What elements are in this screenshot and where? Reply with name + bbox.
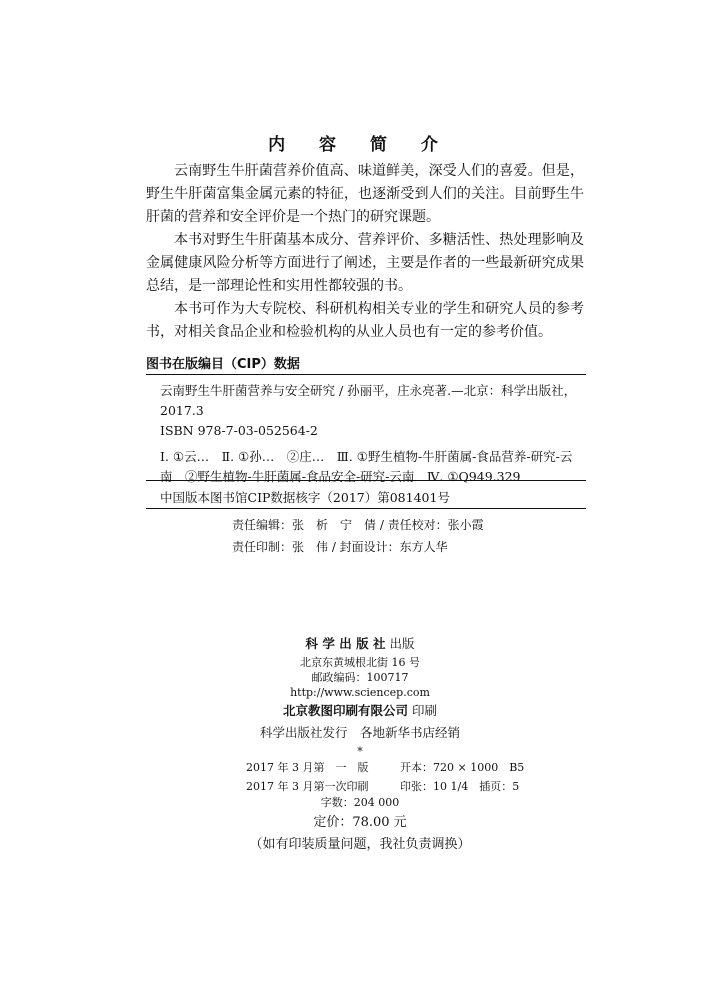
spec-words: 字数：204 000	[320, 796, 400, 809]
cip-bottom-rule	[146, 508, 586, 509]
cip-isbn: ISBN 978-7-03-052564-2	[160, 423, 318, 438]
intro-paragraph: 云南野生牛肝菌营养价值高、味道鲜美，深受人们的喜爱。但是，野生牛肝菌富集金属元素的特征，也逐渐受到人们的关注。目前野生牛肝菌的营养和安全评价是一个热门的研究课题。	[146, 163, 584, 225]
publisher-block	[0, 633, 720, 759]
credits-block	[0, 514, 720, 558]
printer-line	[0, 700, 720, 722]
cip-core-number: 中国版本图书馆CIP数据核字（2017）第081401号	[160, 490, 450, 505]
price-note: （如有印装质量问题，我社负责调换）	[249, 837, 471, 852]
printer-suffix: 印刷	[411, 703, 437, 718]
distribution-line: 科学出版社发行 各地新华书店经销	[259, 725, 460, 740]
intro-paragraph: 本书对野生牛肝菌基本成分、营养评价、多糖活性、热处理影响及金属健康风险分析等方面进行了阐述，主要是作者的一些最新研究成果总结，是一部理论性和实用性都较强的书。	[146, 232, 584, 294]
spec-words-row	[0, 796, 720, 810]
intro-title: 内 容 简 介	[268, 135, 452, 155]
cip-record-block	[160, 381, 584, 487]
publisher-name: 科 学 出 版 社	[305, 636, 386, 651]
separator-star: *	[357, 745, 363, 758]
publisher-url: http://www.sciencep.com	[290, 686, 430, 699]
cip-record: 云南野生牛肝菌营养与安全研究 / 孙丽平，庄永亮著.—北京：科学出版社，2017.3	[160, 383, 577, 418]
price-block	[0, 812, 720, 856]
intro-body	[146, 160, 584, 344]
credits-editors: 责任编辑：张 析 宁 倩 / 责任校对：张小霞	[232, 518, 484, 532]
publisher-suffix: 出版	[389, 636, 415, 651]
intro-paragraph: 本书可作为大专院校、科研机构相关专业的学生和研究人员的参考书，对相关食品企业和检验机构的从业人员也有一定的参考价值。	[146, 301, 584, 340]
publisher-line	[0, 633, 720, 655]
spec-print-date: 2017 年 3 月第一次印刷	[246, 780, 369, 793]
publisher-address: 北京东黄城根北街 16 号	[300, 656, 420, 669]
price-label: 定价：78.00 元	[313, 815, 407, 830]
spec-sheets: 印张：10 1/4 插页：5	[400, 780, 520, 793]
cip-subjects: Ⅰ. ①云… Ⅱ. ①孙… ②庄… Ⅲ. ①野生植物-牛肝菌属-食品营养-研究-云南 ②野生植物-牛肝菌属-食品安全-研究-云南 Ⅳ. ①Q949.329	[160, 449, 573, 484]
spec-edition-date: 2017 年 3 月第 一 版	[246, 761, 369, 774]
cip-heading: 图书在版编目（CIP）数据	[146, 357, 300, 372]
spec-right-column	[400, 758, 524, 796]
printer-name: 北京教图印刷有限公司	[282, 703, 408, 718]
credits-printing: 责任印制：张 伟 / 封面设计：东方人华	[232, 540, 448, 554]
cip-middle-rule	[146, 480, 586, 481]
cip-top-rule	[146, 374, 586, 375]
spec-format: 开本：720 × 1000 B5	[400, 761, 525, 774]
publisher-postcode: 邮政编码：100717	[311, 671, 409, 684]
spec-left-column	[246, 758, 368, 796]
